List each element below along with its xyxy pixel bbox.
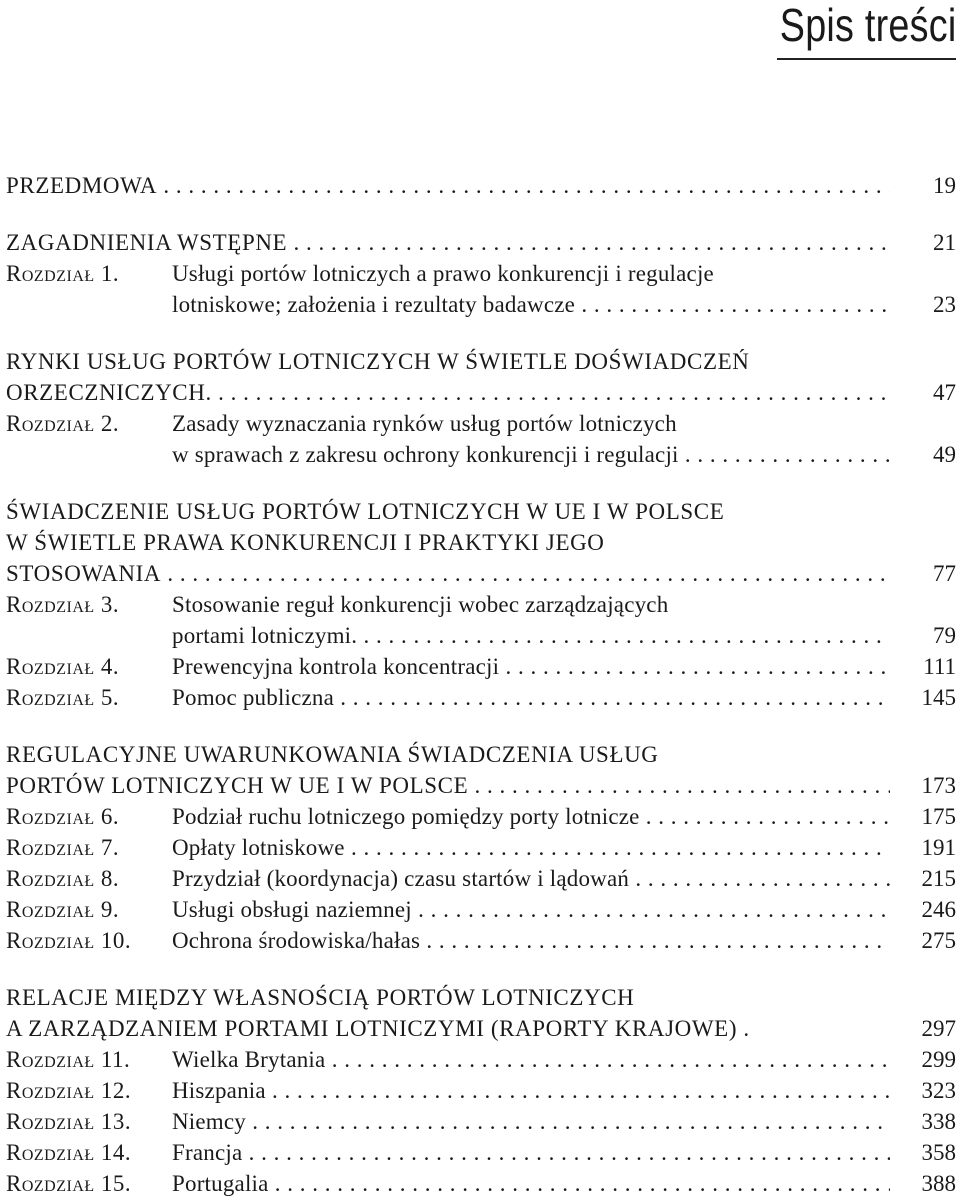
toc-line [6,1044,956,1075]
page-number: 77 [933,561,956,586]
toc-part-entry[interactable] [6,170,956,201]
toc-line [6,227,956,258]
toc-line [6,739,956,770]
toc-chapter-entry[interactable] [6,801,956,832]
toc-line [6,894,956,925]
chapter-title: Przydział (koordynacja) czasu startów i lądowań . . . [172,863,890,894]
toc-part-entry[interactable] [6,496,956,589]
part-title: ŚWIADCZENIE USŁUG PORTÓW LOTNICZYCH W UE I W POLSCE [6,499,725,524]
toc-chapter-entry[interactable] [6,682,956,713]
toc-chapter-entry[interactable] [6,651,956,682]
chapter-title: portami lotniczymi. . . . [172,620,890,651]
toc-line [6,439,956,470]
chapter-label: Rozdział 6. [6,804,120,829]
chapter-label: Rozdział 2. [6,411,120,436]
page-number: 299 [921,1047,956,1072]
page-number: 358 [921,1140,956,1165]
toc-chapter-entry[interactable] [6,589,956,651]
chapter-label: Rozdział 3. [6,592,120,617]
toc-line [6,651,956,682]
section-gap [6,956,956,982]
table-of-contents [6,170,956,1199]
part-title: REGULACYJNE UWARUNKOWANIA ŚWIADCZENIA USŁUG [6,742,659,767]
toc-line [6,801,956,832]
toc-chapter-entry[interactable] [6,863,956,894]
chapter-title: Opłaty lotniskowe . . . [172,832,890,863]
toc-chapter-entry[interactable] [6,894,956,925]
page-number: 215 [921,866,956,891]
chapter-title: Wielka Brytania . . . [172,1044,890,1075]
toc-line [6,258,956,289]
page-number: 79 [933,623,956,648]
section-gap [6,470,956,496]
toc-line [6,1075,956,1106]
section-gap [6,320,956,346]
page-number: 49 [933,442,956,467]
chapter-label: Rozdział 4. [6,654,120,679]
chapter-label: Rozdział 9. [6,897,120,922]
chapter-title: Pomoc publiczna . . . [172,682,890,713]
toc-line [6,620,956,651]
page-number: 47 [933,380,956,405]
part-title: RYNKI USŁUG PORTÓW LOTNICZYCH W ŚWIETLE DOŚWIADCZEŃ [6,349,750,374]
page-number: 338 [921,1109,956,1134]
chapter-title: Podział ruchu lotniczego pomiędzy porty lotnicze . . . [172,801,890,832]
chapter-label: Rozdział 5. [6,685,120,710]
toc-line [6,832,956,863]
chapter-title: Prewencyjna kontrola koncentracji . . . [172,651,890,682]
page-number: 275 [921,928,956,953]
toc-line [6,1106,956,1137]
part-title: PORTÓW LOTNICZYCH W UE I W POLSCE . . . [6,770,890,801]
toc-line [6,408,956,439]
chapter-title: Ochrona środowiska/hałas . . . [172,925,890,956]
toc-chapter-entry[interactable] [6,1044,956,1075]
page-number: 21 [933,230,956,255]
toc-chapter-entry[interactable] [6,925,956,956]
toc-line [6,558,956,589]
section-gap [6,713,956,739]
chapter-title: Zasady wyznaczania rynków usług portów lotniczych [172,411,677,436]
toc-line [6,377,956,408]
chapter-title: Niemcy . . . [172,1106,890,1137]
part-title: W ŚWIETLE PRAWA KONKURENCJI I PRAKTYKI JEGO [6,530,605,555]
toc-line [6,527,956,558]
chapter-title: Hiszpania . . . [172,1075,890,1106]
toc-part-entry[interactable] [6,739,956,801]
page-number: 111 [923,654,956,679]
page-number: 246 [921,897,956,922]
chapter-title: lotniskowe; założenia i rezultaty badawcze . . . [172,289,890,320]
chapter-title: Portugalia . . . [172,1168,890,1199]
part-title: PRZEDMOWA . . . [6,170,890,201]
page-number: 297 [921,1016,956,1041]
chapter-label: Rozdział 15. [6,1171,132,1196]
chapter-label: Rozdział 7. [6,835,120,860]
toc-line [6,863,956,894]
page-number: 175 [921,804,956,829]
chapter-label: Rozdział 13. [6,1109,132,1134]
page-number: 145 [921,685,956,710]
toc-line [6,289,956,320]
page-number: 388 [921,1171,956,1196]
chapter-label: Rozdział 10. [6,928,132,953]
part-title: ORZECZNICZYCH. . . . [6,377,890,408]
title-rule [777,58,956,60]
section-gap [6,201,956,227]
part-title: A ZARZĄDZANIEM PORTAMI LOTNICZYMI (RAPORTY KRAJOWE) . [6,1016,750,1041]
toc-chapter-entry[interactable] [6,1168,956,1199]
chapter-label: Rozdział 11. [6,1047,131,1072]
toc-line [6,682,956,713]
chapter-title: Francja . . . [172,1137,890,1168]
toc-line [6,170,956,201]
toc-chapter-entry[interactable] [6,258,956,320]
toc-line [6,1013,956,1044]
chapter-label: Rozdział 1. [6,261,120,286]
toc-chapter-entry[interactable] [6,1106,956,1137]
page-number: 19 [933,173,956,198]
toc-line [6,1168,956,1199]
toc-chapter-entry[interactable] [6,1075,956,1106]
toc-line [6,925,956,956]
toc-line [6,496,956,527]
chapter-title: Stosowanie reguł konkurencji wobec zarządzających [172,592,669,617]
toc-chapter-entry[interactable] [6,1137,956,1168]
toc-chapter-entry[interactable] [6,832,956,863]
toc-line [6,982,956,1013]
page-number: 323 [921,1078,956,1103]
toc-line [6,346,956,377]
page-title: Spis treści [779,0,956,51]
chapter-title: Usługi portów lotniczych a prawo konkurencji i regulacje [172,261,714,286]
chapter-label: Rozdział 14. [6,1140,132,1165]
toc-part-entry[interactable] [6,346,956,408]
part-title: STOSOWANIA . . . [6,558,890,589]
toc-line [6,770,956,801]
chapter-label: Rozdział 12. [6,1078,132,1103]
page-number: 191 [921,835,956,860]
page-number: 23 [933,292,956,317]
toc-line [6,589,956,620]
part-title: RELACJE MIĘDZY WŁASNOŚCIĄ PORTÓW LOTNICZYCH [6,985,635,1010]
part-title: ZAGADNIENIA WSTĘPNE . . . [6,227,890,258]
toc-part-entry[interactable] [6,227,956,258]
chapter-title: w sprawach z zakresu ochrony konkurencji i regulacji . . . [172,439,890,470]
toc-line [6,1137,956,1168]
page-number: 173 [921,773,956,798]
chapter-label: Rozdział 8. [6,866,120,891]
chapter-title: Usługi obsługi naziemnej . . . [172,894,890,925]
toc-chapter-entry[interactable] [6,408,956,470]
toc-part-entry[interactable] [6,982,956,1044]
